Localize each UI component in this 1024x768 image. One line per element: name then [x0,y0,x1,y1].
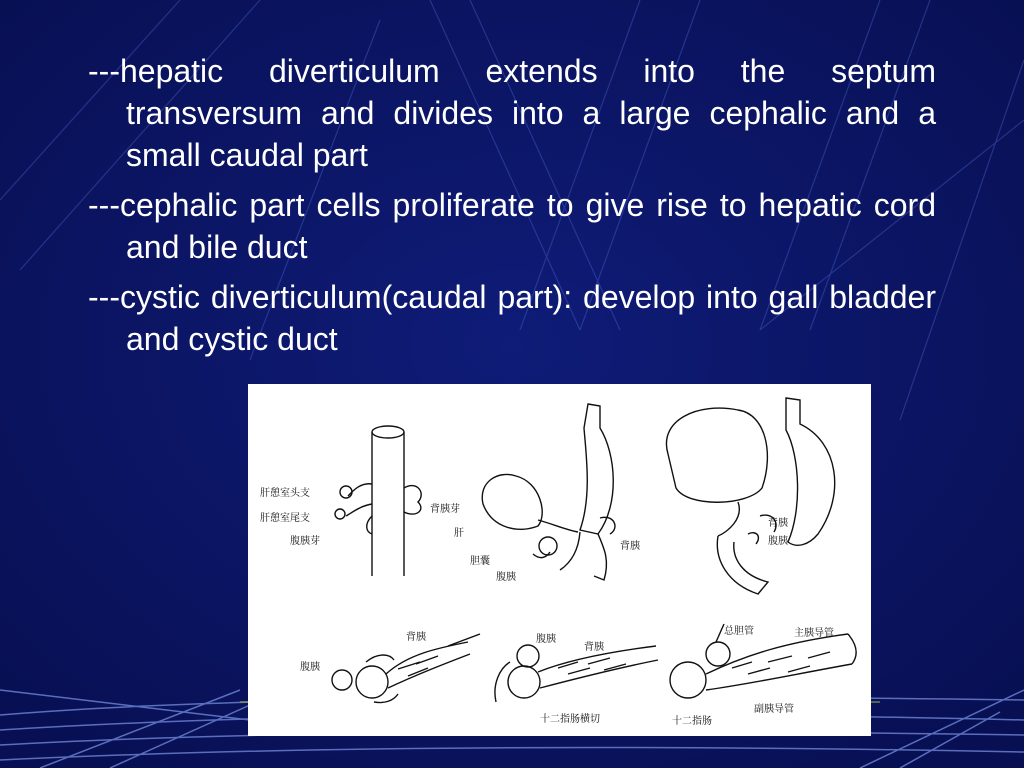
label-dorsal-pancreas-5: 背胰 [584,642,604,653]
panel-rotation-1 [332,634,480,703]
label-accessory-pancreatic-duct: 副胰导管 [754,704,794,715]
bullet-list [88,50,936,368]
bullet-hepatic-diverticulum: ---hepatic diverticulum extends into the septum transversum and divides into a large cephalic and a small caudal part [88,53,936,173]
bullet-cephalic-part: ---cephalic part cells proliferate to give rise to hepatic cord and bile duct [88,187,936,265]
label-hepatic-cranial: 肝憩室头支 [260,488,310,499]
label-ventral-pancreas-2: 腹胰 [496,572,516,583]
label-ventral-pancreas-5: 腹胰 [536,634,556,645]
label-dorsal-pancreas-4: 背胰 [406,632,426,643]
label-duodenum-section: 十二指肠横切 [540,714,600,725]
label-dorsal-pancreas-2: 背胰 [620,541,640,552]
bullet-cystic-diverticulum: ---cystic diverticulum(caudal part): develop into gall bladder and cystic duct [88,279,936,357]
label-dorsal-pancreas-3: 背胰 [768,518,788,529]
embryology-figure [248,384,871,736]
label-ventral-pancreas-3: 腹胰 [768,536,788,547]
pancreas-liver-development-diagram [248,384,871,736]
panel-liver-stomach [482,404,615,580]
label-liver: 肝 [454,528,464,539]
label-hepatic-caudal: 肝憩室尾支 [260,513,310,524]
panel-rotation-2 [495,645,658,702]
label-ventral-pancreas-4: 腹胰 [300,662,320,673]
label-dorsal-bud: 背胰芽 [430,504,460,515]
label-duodenum: 十二指肠 [672,716,712,727]
label-ventral-bud: 腹胰芽 [290,536,320,547]
label-main-pancreatic-duct: 主胰导管 [794,628,834,639]
label-gallbladder: 胆囊 [470,556,490,567]
panel-foregut-buds [335,426,421,576]
panel-liver-large [666,398,834,594]
label-common-bile-duct: 总胆管 [724,626,754,637]
